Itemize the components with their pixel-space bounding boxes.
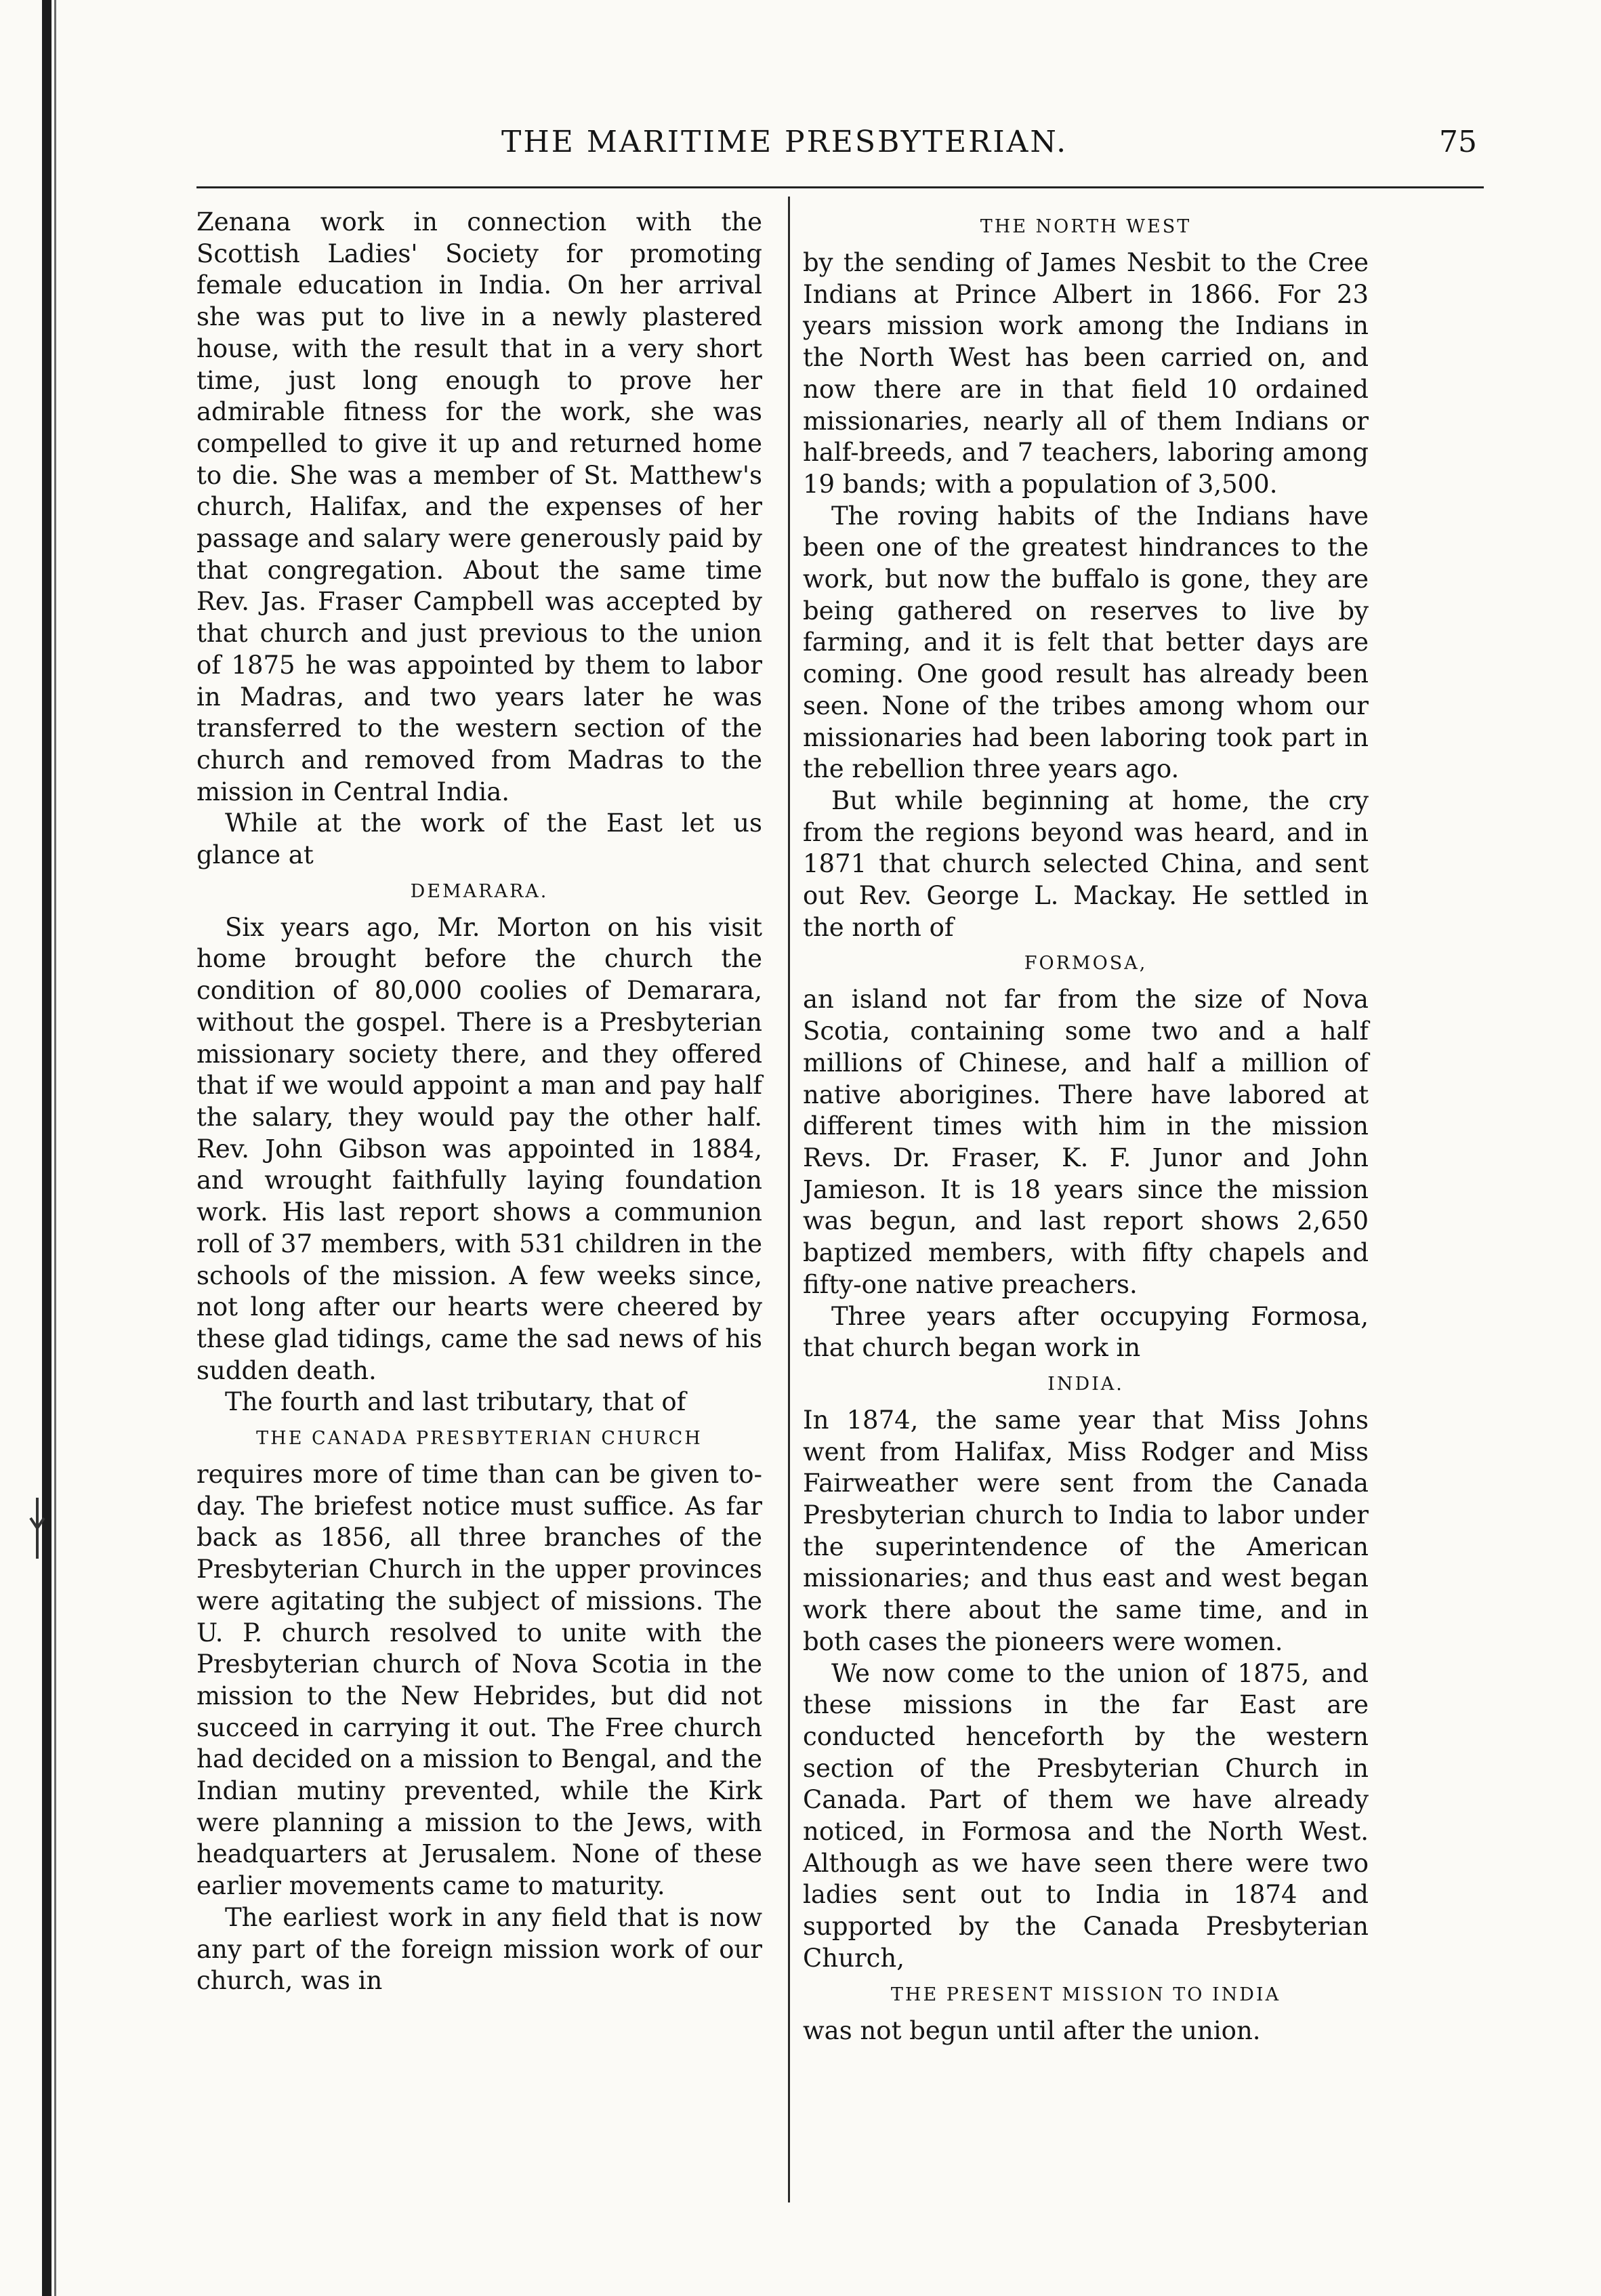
column-divider — [788, 197, 790, 2202]
running-head: THE MARITIME PRESBYTERIAN. — [501, 125, 1068, 159]
section-heading-canada-presbyterian-church: THE CANADA PRESBYTERIAN CHURCH — [256, 1428, 703, 1450]
paragraph: The roving habits of the Indians have been one of the greatest hindrances to the work, but now the buffalo is gone, they are being gathered on reserves to live by farming, and it is felt that better days are coming. One good result has already been seen. None of the tribes among whom our missionaries had been laboring took part in the rebellion three years ago. — [803, 501, 1369, 784]
paragraph: Zenana work in connection with the Scottish Ladies' Society for promoting female education in India. On her arrival she was put to live in a newly plastered house, with the result that in a very short time, just long enough to prove her admirable fitness for the work, she was compelled to give it up and returned home to die. She was a member of St. Matthew's church, Halifax, and the expenses of her passage and salary were generously paid by that congregation. About the same time Rev. Jas. Fraser Campbell was accepted by that church and just previous to the union of 1875 he was appointed by them to labor in Madras, and two years later he was transferred to the western section of the church and removed from Madras to the mission in Central India. — [196, 207, 762, 806]
paragraph: was not begun until after the union. — [803, 2015, 1261, 2045]
scan-binding-edge — [42, 0, 51, 2296]
left-column — [196, 207, 762, 1997]
paragraph: But while beginning at home, the cry from the regions beyond was heard, and in 1871 that church selected China, and sent out Rev. George L. Mackay. He settled in the north of — [803, 785, 1369, 942]
header-rule — [196, 186, 1484, 188]
section-heading-demarara: DEMARARA. — [410, 880, 549, 902]
paragraph: The fourth and last tributary, that of — [225, 1387, 686, 1417]
page-header — [196, 122, 1484, 169]
section-heading-north-west: THE NORTH WEST — [980, 216, 1192, 237]
right-column — [803, 207, 1369, 2047]
paragraph: Three years after occupying Formosa, that church began work in — [803, 1301, 1369, 1363]
page-number: 75 — [1439, 125, 1477, 159]
paragraph: The earliest work in any field that is now any part of the foreign mission work of our church, was in — [196, 1902, 762, 1996]
section-heading-present-mission: THE PRESENT MISSION TO INDIA — [890, 1984, 1281, 2005]
scan-binding-shadow — [54, 0, 56, 2296]
paragraph: by the sending of James Nesbit to the Cree Indians at Prince Albert in 1866. For 23 years mission work among the Indians in the North West has been carried on, and now there are in that field 10 ordained missionaries, nearly all of them Indians or half-breeds, and 7 teachers, laboring among 19 bands; with a population of 3,500. — [803, 248, 1369, 499]
paragraph: an island not far from the size of Nova Scotia, containing some two and a half millions of Chinese, and half a million of native aborigines. There have labored at different times with him in the mission Revs. Dr. Fraser, K. F. Junor and John Jamieson. It is 18 years since the mission was begun, and last report shows 2,650 baptized members, with fifty chapels and fifty-one native preachers. — [803, 985, 1369, 1299]
paragraph: In 1874, the same year that Miss Johns went from Halifax, Miss Rodger and Miss Fairweather were sent from the Canada Presbyterian church to India to labor under the superintendence of the American missionaries; and thus east and west began work there about the same time, and in both cases the pioneers were women. — [803, 1405, 1369, 1656]
section-heading-formosa: FORMOSA, — [1024, 953, 1148, 975]
margin-mark — [27, 1498, 47, 1559]
paragraph: requires more of time than can be given to-day. The briefest notice must suffice. As far back as 1856, all three branches of the Presbyterian Church in the upper provinces were agitating the subject of missions. The U. P. church resolved to unite with the Presbyterian church of Nova Scotia in the mission to the New Hebrides, but did not succeed in carrying it out. The Free church had decided on a mission to Bengal, and the Indian mutiny prevented, while the Kirk were planning a mission to the Jews, with headquarters at Jerusalem. None of these earlier movements came to maturity. — [196, 1460, 762, 1901]
paragraph: While at the work of the East let us glance at — [196, 808, 762, 870]
paragraph: Six years ago, Mr. Morton on his visit home brought before the church the condition of 80,000 coolies of Demarara, without the gospel. There is a Presbyterian missionary society there, and they offered that if we would appoint a man and pay half the salary, they would pay the other half. Rev. John Gibson was appointed in 1884, and wrought faithfully laying foundation work. His last report shows a communion roll of 37 members, with 531 children in the schools of the mission. A few weeks since, not long after our hearts were cheered by these glad tidings, came the sad news of his sudden death. — [196, 912, 762, 1385]
paragraph: We now come to the union of 1875, and these missions in the far East are conducted henceforth by the western section of the Presbyterian Church in Canada. Part of them we have already noticed, in Formosa and the North West. Although as we have seen there were two ladies sent out to India in 1874 and supported by the Canada Presbyterian Church, — [803, 1658, 1369, 1973]
section-heading-india: INDIA. — [1047, 1373, 1124, 1395]
